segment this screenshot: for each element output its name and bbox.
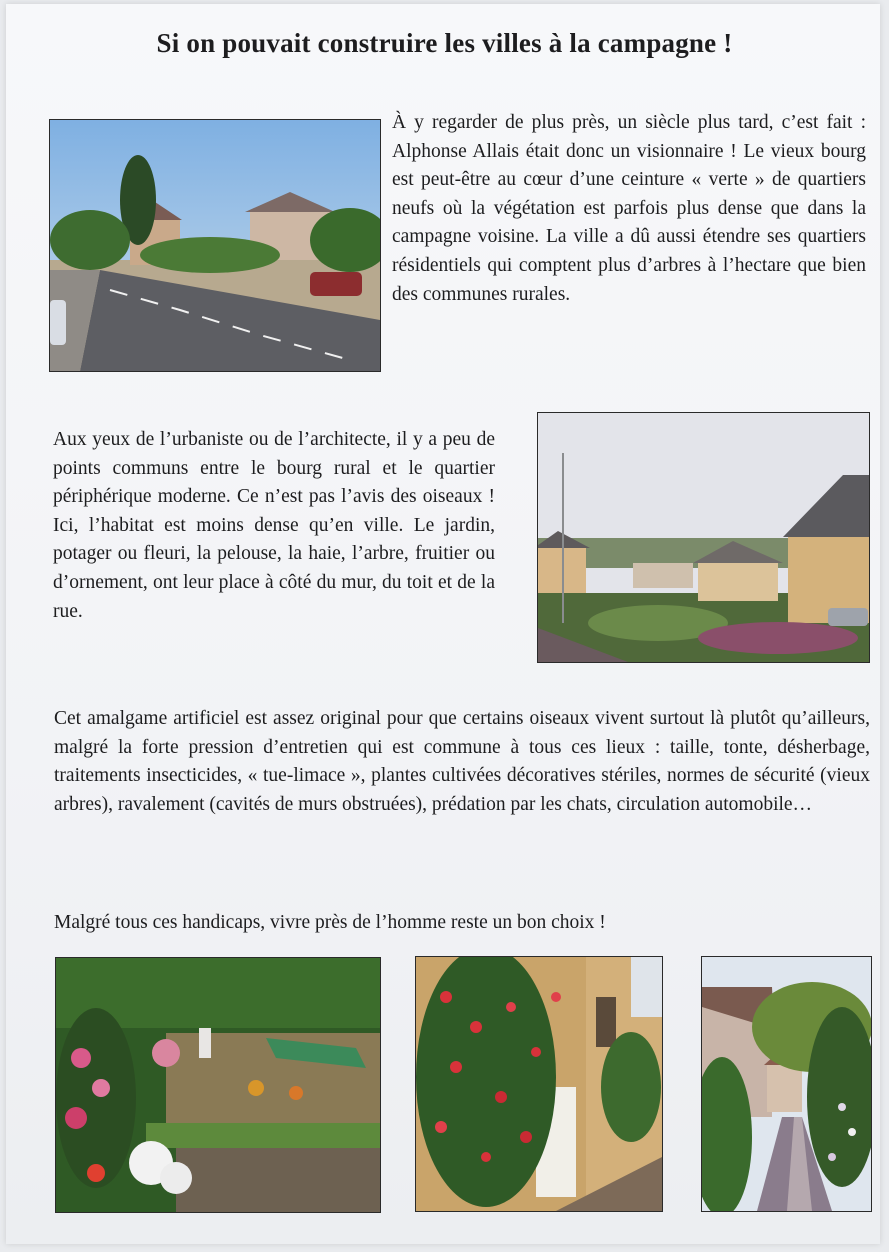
vegetable-flower-garden-photo [55, 957, 381, 1213]
paragraph-1: À y regarder de plus près, un siècle plus tard, c’est fait : Alphonse Allais était donc un visionnaire ! Le vieux bourg est peut-être au cœur d’une ceinture « verte » de quartiers neufs où la végétation est parfois plus dense que dans la campagne voisine. La ville a dû aussi étendre ses quartiers résidentiels qui comptent plus d’arbres à l’hectare que bien des communes rurales. [392, 112, 866, 305]
suburban-houses-photo [537, 412, 870, 663]
page-title: Si on pouvait construire les villes à la campagne ! [156, 28, 733, 58]
paragraph-4: Malgré tous ces handicaps, vivre près de l’homme reste un bon choix ! [54, 912, 606, 933]
paragraph-2: Aux yeux de l’urbaniste ou de l’architecte, il y a peu de points communs entre le bourg rural et le quartier périphérique moderne. Ce n’est pas l’avis des oiseaux ! Ici, l’habitat est moins dense qu’en ville. Le jardin, potager ou fleuri, la pelouse, la haie, l’arbre, fruitier ou d’ornement, ont leur place à côté du mur, du toit et de la rue. [53, 429, 495, 622]
village-street-photo [49, 119, 381, 372]
garden-path-photo [701, 956, 872, 1212]
paragraph-3: Cet amalgame artificiel est assez original pour que certains oiseaux vivent surtout là plutôt qu’ailleurs, malgré la forte pression d’entretien qui est commune à tous ces lieux : taille, tonte, désherbage, traitements insecticides, « tue-limace », plantes cultivées décoratives stériles, normes de sécurité (vieux arbres), ravalement (cavités de murs obstruées), prédation par les chats, circulation automobile… [54, 708, 870, 815]
rose-covered-wall-photo [415, 956, 663, 1212]
